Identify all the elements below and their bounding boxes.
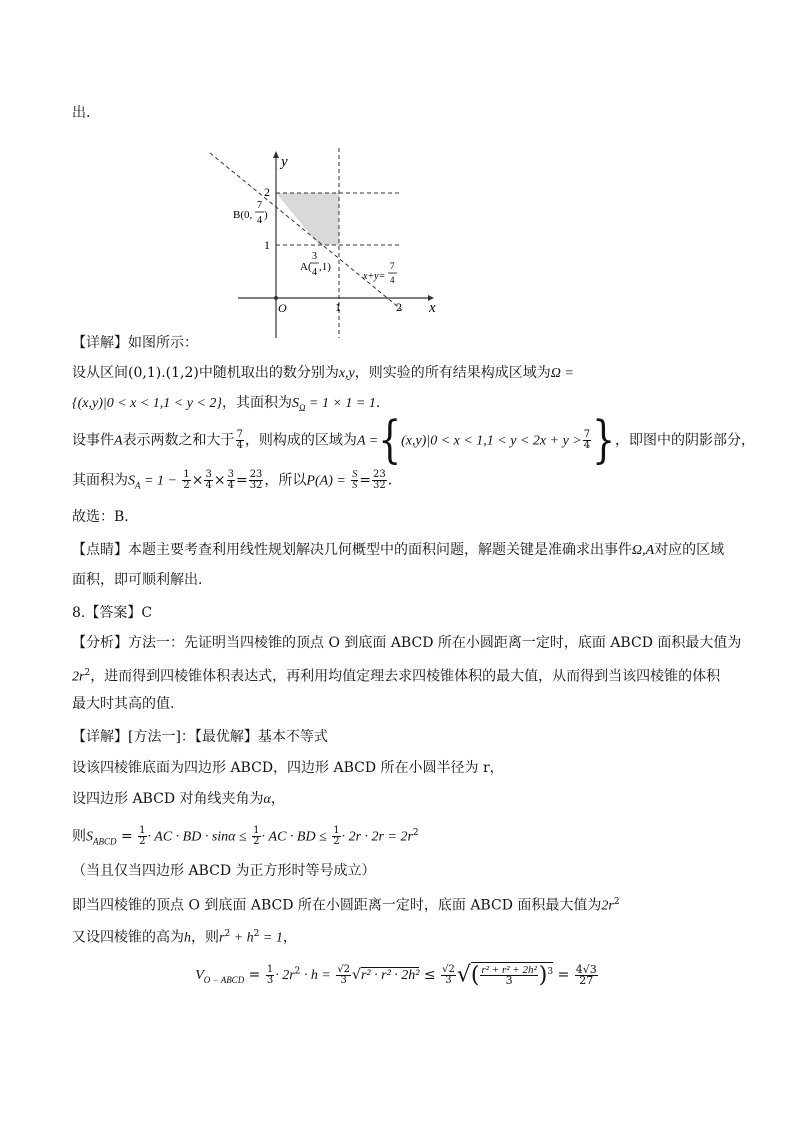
question-8-title: 8.【答案】C	[72, 605, 153, 621]
detail-1-line-4: 其面积为$S_A = 1$ − $\frac{1}{2}$ × $\frac{3}{4}$ × $\frac{3}{4}$ = $\frac{23}{32}$ ，所以P(A) = $\frac{S}{S}$ = $\frac{23}{32}$ .	[72, 469, 393, 491]
detail-2-line-5: 即当四棱锥的顶点 O 到底面 ABCD 所在小圆距离一定时，底面 ABCD 面积最大值为$2r^2$	[72, 897, 620, 914]
detail-2-line-6: 又设四棱锥的高为h，则$r^2 + h^2 = 1$，	[72, 929, 297, 946]
svg-text:3: 3	[312, 251, 317, 262]
svg-text:4: 4	[312, 267, 317, 278]
x-axis-label: x	[429, 300, 436, 316]
svg-text:7: 7	[390, 261, 395, 271]
svg-text:4: 4	[390, 275, 395, 285]
answer-choice: 故选：B.	[72, 509, 129, 525]
detail-heading-2: 【详解】[方法一]：【最优解】基本不等式	[72, 729, 328, 745]
tick-y1: 1	[264, 238, 270, 252]
comment-line-2: 面积，即可顺利解出.	[72, 572, 203, 588]
line-x-plus-y	[210, 153, 402, 310]
detail-heading-1: 【详解】如图所示：	[72, 335, 198, 351]
y-axis-label: y	[281, 154, 288, 170]
svg-text:4: 4	[257, 215, 262, 226]
comment-line-1: 【点睛】本题主要考查利用线性规划解决几何概型中的面积问题，解题关键是准确求出事件Ω,A对应的区域	[72, 542, 725, 558]
analysis-line-1: 【分析】方法一：先证明当四棱锥的顶点 O 到底面 ABCD 所在小圆距离一定时，底面 ABCD 面积最大值为	[72, 635, 742, 651]
detail-2-line-3: 则$S_{ABCD}$ = $\frac{1}{2}$ · AC · BD · sinα ≤ $\frac{1}{2}$ · AC · BD ≤ $\frac{1}{2}$ · $2r \cdot 2r = 2r^2$	[72, 825, 419, 848]
volume-formula: $V_{O - ABCD}$ = $\frac{1}{3}$ · $2r^2 \cdot h$ = $\frac{√2}{3}$ √r² · r² · 2h² ≤ $\frac{√2}{3}$ √( $\frac{\text{r² + r² + 2h²}}{3}$ )$^3$ = $\frac{4√3}{27}$	[195, 962, 597, 988]
svg-text:): )	[264, 209, 268, 221]
point-b-label: B(0,	[233, 209, 253, 221]
detail-2-line-1: 设该四棱锥底面为四边形 ABCD，四边形 ABCD 所在小圆半径为 r，	[72, 760, 504, 776]
analysis-line-3: 最大时其高的值.	[72, 696, 175, 712]
svg-text:7: 7	[257, 200, 262, 211]
line-label: x+y=	[363, 271, 386, 282]
detail-1-line-3: 设事件A表示两数之和大于 $\frac{7}{4}$ ，则构成的区域为A ={(x,y)|0 < x < 1,1 < y < 2x + y > $\frac{7}{4}$ }，即图中的阴影部分，	[72, 411, 756, 469]
tick-y2: 2	[264, 185, 270, 199]
analysis-line-2: $2r^2$，进而得到四棱锥体积表达式，再利用均值定理去求四棱锥体积的最大值，从而得到当该四棱锥的体积	[72, 668, 721, 685]
continuation-text: 出.	[72, 105, 91, 121]
svg-text:,1): ,1)	[319, 261, 331, 273]
detail-1-line-2: {(x,y)|0 < x < 1,1 < y < 2}，其面积为$S_\Omega = 1 \times 1 = 1$.	[72, 395, 381, 413]
region-figure	[200, 148, 450, 348]
detail-2-line-2: 设四边形 ABCD 对角线夹角为α，	[72, 791, 285, 807]
tick-x2: 2	[396, 300, 402, 314]
detail-1-line-1: 设从区间(0,1).(1,2)中随机取出的数分别为x,y，则实验的所有结果构成区域为Ω =	[72, 365, 574, 381]
tick-x1: 1	[335, 300, 341, 314]
detail-2-line-4: （当且仅当四边形 ABCD 为正方形时等号成立）	[72, 863, 376, 879]
point-a-label: A(	[300, 261, 312, 273]
shaded-region	[276, 193, 339, 245]
origin-label: O	[278, 301, 287, 315]
